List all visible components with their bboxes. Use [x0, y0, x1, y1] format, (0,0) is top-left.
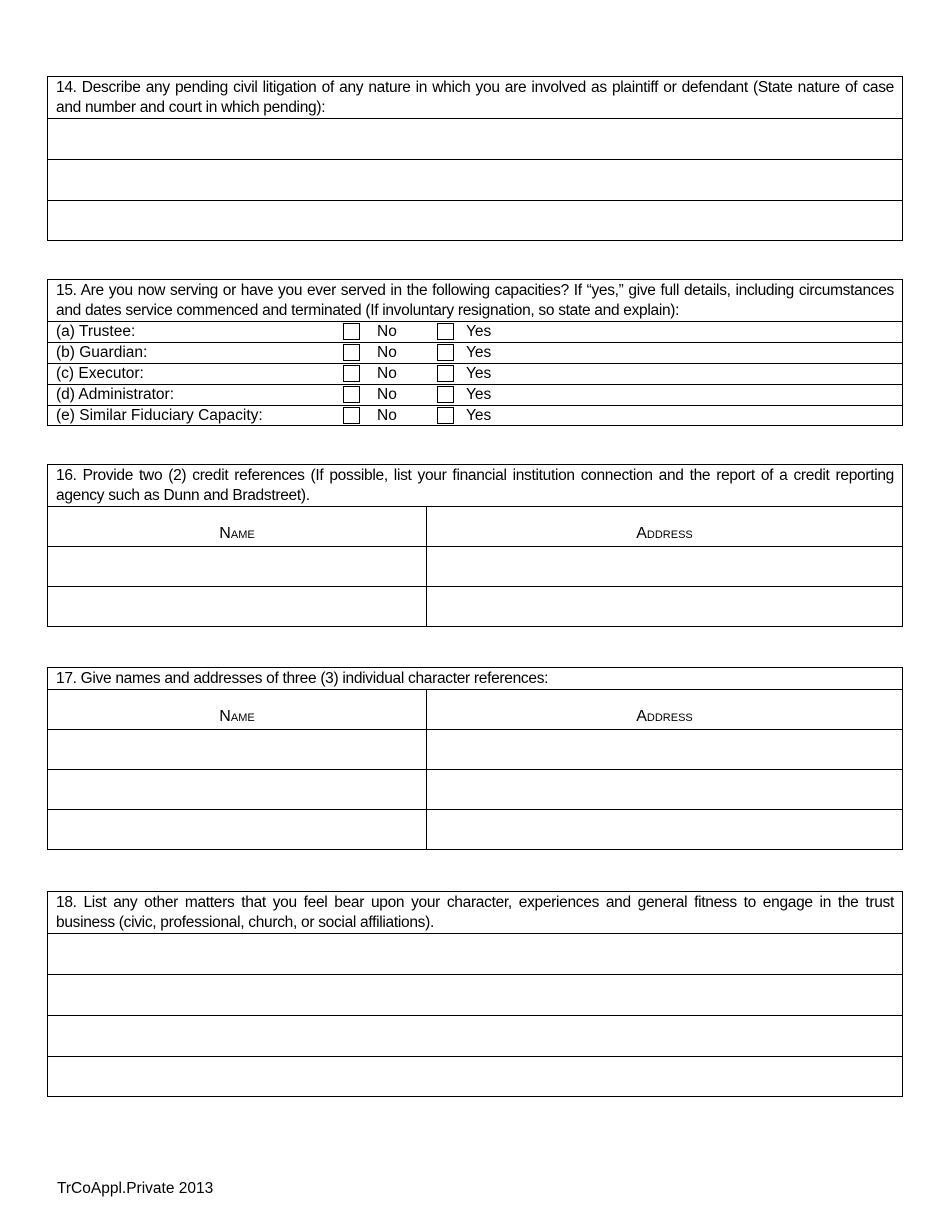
name-column-header: Name — [219, 708, 255, 725]
capacity-label: (c) Executor: — [56, 365, 144, 382]
administrator-no-checkbox[interactable] — [343, 386, 360, 403]
q14-section — [47, 76, 903, 241]
q18-section — [47, 891, 903, 1097]
q15-row-guardian — [48, 342, 902, 363]
name-field[interactable] — [48, 810, 427, 849]
yes-label: Yes — [466, 407, 492, 424]
no-label: No — [377, 386, 397, 403]
q17-reference-row-1 — [48, 729, 902, 769]
q17-reference-row-3 — [48, 809, 902, 849]
q16-reference-row-2 — [48, 586, 902, 626]
no-label: No — [377, 344, 397, 361]
name-field[interactable] — [48, 547, 427, 586]
yes-label: Yes — [466, 365, 492, 382]
guardian-yes-checkbox[interactable] — [437, 344, 454, 361]
q15-question: 15. Are you now serving or have you ever served in the following capacities? If “yes,” give full details, including circumstances and dates service commenced and terminated (If involuntary resignation, so state and explain): — [56, 282, 894, 319]
name-field[interactable] — [48, 770, 427, 809]
executor-yes-checkbox[interactable] — [437, 365, 454, 382]
no-label: No — [377, 407, 397, 424]
q18-answer-line-3[interactable] — [48, 1015, 902, 1056]
address-field[interactable] — [427, 810, 902, 849]
similar-fiduciary-yes-checkbox[interactable] — [437, 407, 454, 424]
guardian-no-checkbox[interactable] — [343, 344, 360, 361]
q15-section — [47, 279, 903, 426]
capacity-label: (b) Guardian: — [56, 344, 148, 361]
q17-reference-row-2 — [48, 769, 902, 809]
address-field[interactable] — [427, 547, 902, 586]
capacity-label: (a) Trustee: — [56, 323, 136, 340]
q15-row-administrator — [48, 384, 902, 405]
q15-row-trustee — [48, 321, 902, 342]
trustee-yes-checkbox[interactable] — [437, 323, 454, 340]
q18-answer-line-4[interactable] — [48, 1056, 902, 1096]
executor-no-checkbox[interactable] — [343, 365, 360, 382]
name-column-header: Name — [219, 525, 255, 542]
no-label: No — [377, 323, 397, 340]
q17-question: 17. Give names and addresses of three (3) individual character references: — [56, 670, 549, 687]
q14-answer-line-2[interactable] — [48, 159, 902, 200]
address-column-header: Address — [636, 708, 693, 725]
q17-section — [47, 667, 903, 850]
q16-question: 16. Provide two (2) credit references (If possible, list your financial institution connection and the report of a credit reporting agency such as Dunn and Bradstreet). — [56, 467, 894, 504]
trustee-no-checkbox[interactable] — [343, 323, 360, 340]
yes-label: Yes — [466, 386, 492, 403]
q18-question: 18. List any other matters that you feel bear upon your character, experiences and general fitness to engage in the trust business (civic, professional, church, or social affiliations). — [56, 894, 894, 931]
q15-row-executor — [48, 363, 902, 384]
capacity-label: (e) Similar Fiduciary Capacity: — [56, 407, 263, 424]
address-field[interactable] — [427, 730, 902, 769]
address-column-header: Address — [636, 525, 693, 542]
similar-fiduciary-no-checkbox[interactable] — [343, 407, 360, 424]
q18-answer-line-2[interactable] — [48, 974, 902, 1015]
yes-label: Yes — [466, 323, 492, 340]
name-field[interactable] — [48, 587, 427, 626]
q16-column-headers — [48, 506, 902, 546]
q15-row-similar-fiduciary — [48, 405, 902, 425]
administrator-yes-checkbox[interactable] — [437, 386, 454, 403]
q14-answer-line-3[interactable] — [48, 200, 902, 240]
address-field[interactable] — [427, 587, 902, 626]
address-field[interactable] — [427, 770, 902, 809]
q14-question: 14. Describe any pending civil litigation of any nature in which you are involved as plaintiff or defendant (State nature of case and number and court in which pending): — [56, 79, 894, 116]
name-field[interactable] — [48, 730, 427, 769]
yes-label: Yes — [466, 344, 492, 361]
q18-answer-line-1[interactable] — [48, 933, 902, 974]
form-footer-id: TrCoAppl.Private 2013 — [57, 1180, 214, 1197]
q16-section — [47, 464, 903, 627]
no-label: No — [377, 365, 397, 382]
q17-column-headers — [48, 689, 902, 729]
capacity-label: (d) Administrator: — [56, 386, 175, 403]
q14-answer-line-1[interactable] — [48, 118, 902, 159]
q16-reference-row-1 — [48, 546, 902, 586]
